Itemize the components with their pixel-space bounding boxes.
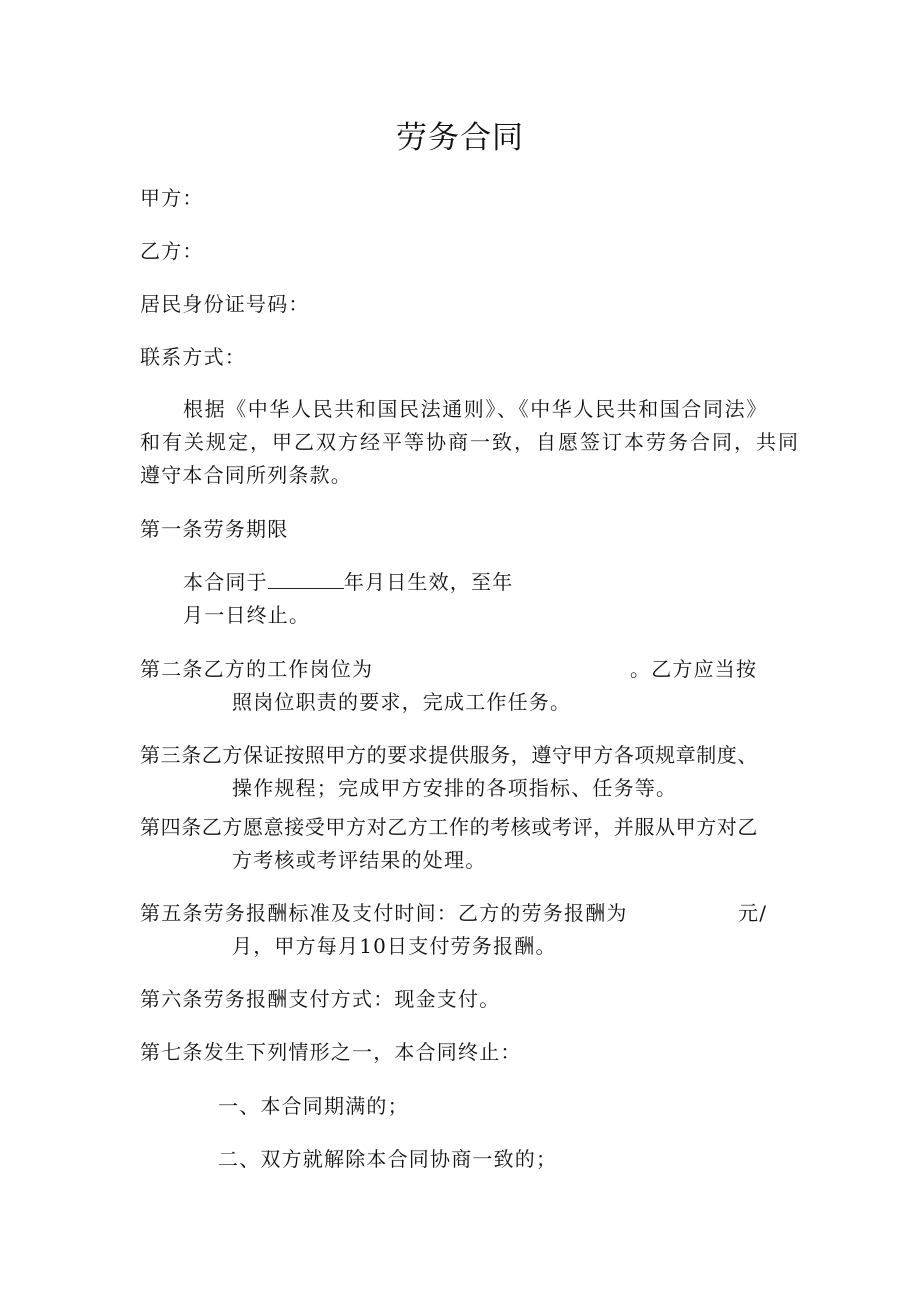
article-4-line-2: 方考核或考评结果的处理。 bbox=[232, 848, 487, 872]
party-a-label: 甲方： bbox=[140, 186, 204, 210]
article-2-line-1-left: 第二条乙方的工作岗位为 bbox=[140, 657, 374, 681]
id-number-label: 居民身份证号码： bbox=[140, 292, 310, 316]
article-6: 第六条劳务报酬支付方式：现金支付。 bbox=[140, 987, 501, 1011]
article-5-line-1-right: 元/ bbox=[738, 901, 768, 925]
article-1-line-2: 月一日终止。 bbox=[183, 603, 311, 627]
article-5-line-2: 月，甲方每月10日支付劳务报酬。 bbox=[232, 934, 557, 958]
article-7-heading: 第七条发生下列情形之一，本合同终止： bbox=[140, 1040, 522, 1064]
article-5-line-1-left: 第五条劳务报酬标准及支付时间：乙方的劳务报酬为 bbox=[140, 901, 628, 925]
article-1-after-blank: 年月日生效，至年 bbox=[343, 570, 514, 594]
contact-label: 联系方式： bbox=[140, 345, 246, 369]
article-2-line-1-right: 。乙方应当按 bbox=[630, 657, 758, 681]
article-4-line-1: 第四条乙方愿意接受甲方对乙方工作的考核或考评，并服从甲方对乙 bbox=[140, 815, 758, 839]
article-7-item: 一、本合同期满的； bbox=[218, 1094, 409, 1118]
article-1-before-blank: 本合同于 bbox=[183, 570, 268, 594]
preamble-line-3: 遵守本合同所列条款。 bbox=[140, 463, 352, 487]
preamble-line-1: 根据《中华人民共和国民法通则》、《中华人民共和国合同法》 bbox=[183, 397, 768, 421]
article-1-heading: 第一条劳务期限 bbox=[140, 517, 289, 541]
article-1-line-1 bbox=[183, 567, 513, 597]
article-3-line-2: 操作规程；完成甲方安排的各项指标、任务等。 bbox=[232, 776, 678, 800]
article-3-line-1: 第三条乙方保证按照甲方的要求提供服务，遵守甲方各项规章制度、 bbox=[140, 743, 758, 767]
article-7-item: 二、双方就解除本合同协商一致的； bbox=[218, 1147, 558, 1171]
preamble-line-2: 和有关规定，甲乙双方经平等协商一致，自愿签订本劳务合同，共同 bbox=[140, 430, 800, 454]
party-b-label: 乙方： bbox=[140, 239, 204, 263]
article-2-line-2: 照岗位职责的要求，完成工作任务。 bbox=[232, 690, 572, 714]
document-title: 劳务合同 bbox=[396, 120, 524, 156]
date-blank-underline bbox=[268, 570, 344, 589]
